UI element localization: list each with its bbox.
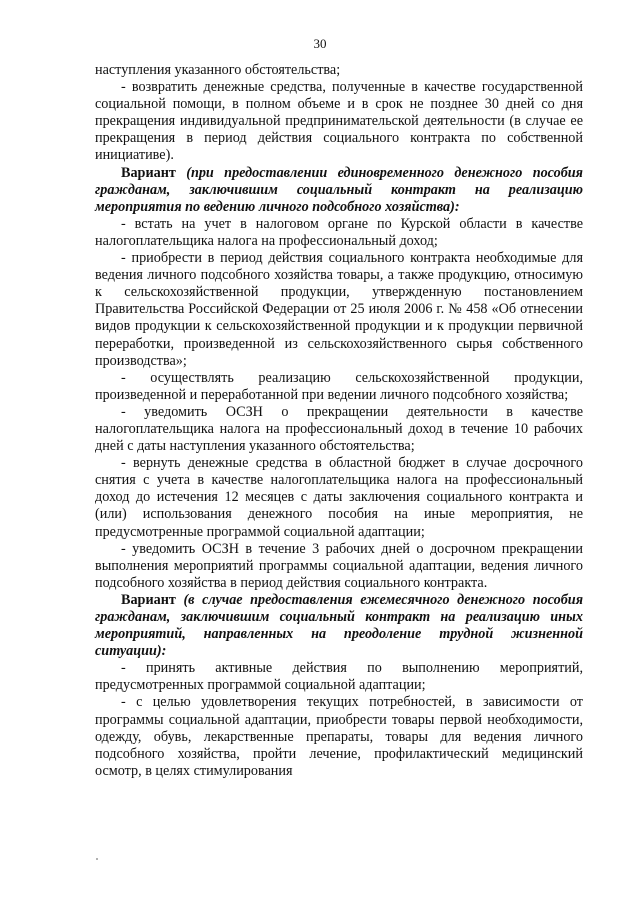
paragraph-1: наступления указанного обстоятельства; [95, 62, 341, 78]
paragraph-5: - осуществлять реализацию сельскохозяйственной продукции, произведенной и переработанной при ведении личного подсобного хозяйства; [95, 369, 583, 403]
scan-speck [96, 858, 98, 860]
paragraph-2: - возвратить денежные средства, полученные в качестве государственной социальной помощи, в полном объеме и в срок не позднее 30 дней со дня прекращения индивидуальной предпринимательской деятельности (в случае ее прекращения в период действия социального контракта по собственной инициативе). [95, 79, 583, 164]
paragraph-3: - встать на учет в налоговом органе по Курской области в качестве налогоплательщика налога на профессиональный доход; [95, 215, 583, 249]
paragraph-9: - принять активные действия по выполнению мероприятий, предусмотренных программой социальной адаптации; [95, 660, 583, 694]
variant-heading-1-lead: Вариант [121, 164, 176, 181]
variant-heading-2-text: (в случае предоставления ежемесячного денежного пособия гражданам, заключившим социальный контракт на реализацию иных мероприятий, направленных на преодоление трудной жизненной ситуации): [95, 591, 583, 660]
variant-heading-2 [95, 592, 583, 660]
variant-heading-2-lead: Вариант [121, 591, 176, 608]
variant-heading-1 [95, 165, 583, 216]
paragraph-7: - вернуть денежные средства в областной бюджет в случае досрочного снятия с учета в качестве налогоплательщика налога на профессиональный доход до истечения 12 месяцев с даты заключения социального контракта и (или) использования денежного пособия на иные мероприятия, не предусмотренные программой социальной адаптации; [95, 455, 583, 540]
document-body [95, 62, 583, 780]
page-number: 30 [313, 36, 327, 51]
paragraph-6: - уведомить ОСЗН о прекращении деятельности в качестве налогоплательщика налога на профессиональный доход в течение 10 рабочих дней с даты наступления указанного обстоятельства; [95, 403, 583, 455]
paragraph-4: - приобрести в период действия социального контракта необходимые для ведения личного подсобного хозяйства товары, а также продукцию, относимую к сельскохозяйственной продукции, утвержденную постановлением Правительства Российской Федерации от 25 июля 2006 г. № 458 «Об отнесении видов продукции к сельскохозяйственной продукции и к продукции первичной переработки, произведенной из сельскохозяйственного сырья собственного производства»; [95, 250, 583, 369]
variant-heading-1-text: (при предоставлении единовременного денежного пособия гражданам, заключившим социальный контракт на реализацию мероприятия по ведению личного подсобного хозяйства): [95, 164, 583, 215]
paragraph-8: - уведомить ОСЗН в течение 3 рабочих дней о досрочном прекращении выполнения мероприятий программы социальной адаптации, ведения личного подсобного хозяйства в период действия социального контракта. [95, 540, 583, 591]
paragraph-10: - с целью удовлетворения текущих потребностей, в зависимости от программы социальной адаптации, приобрести товары первой необходимости, одежду, обувь, лекарственные препараты, товары для ведения личного подсобного хозяйства, пройти лечение, профилактический медицинский осмотр, в целях стимулирования [95, 694, 583, 779]
